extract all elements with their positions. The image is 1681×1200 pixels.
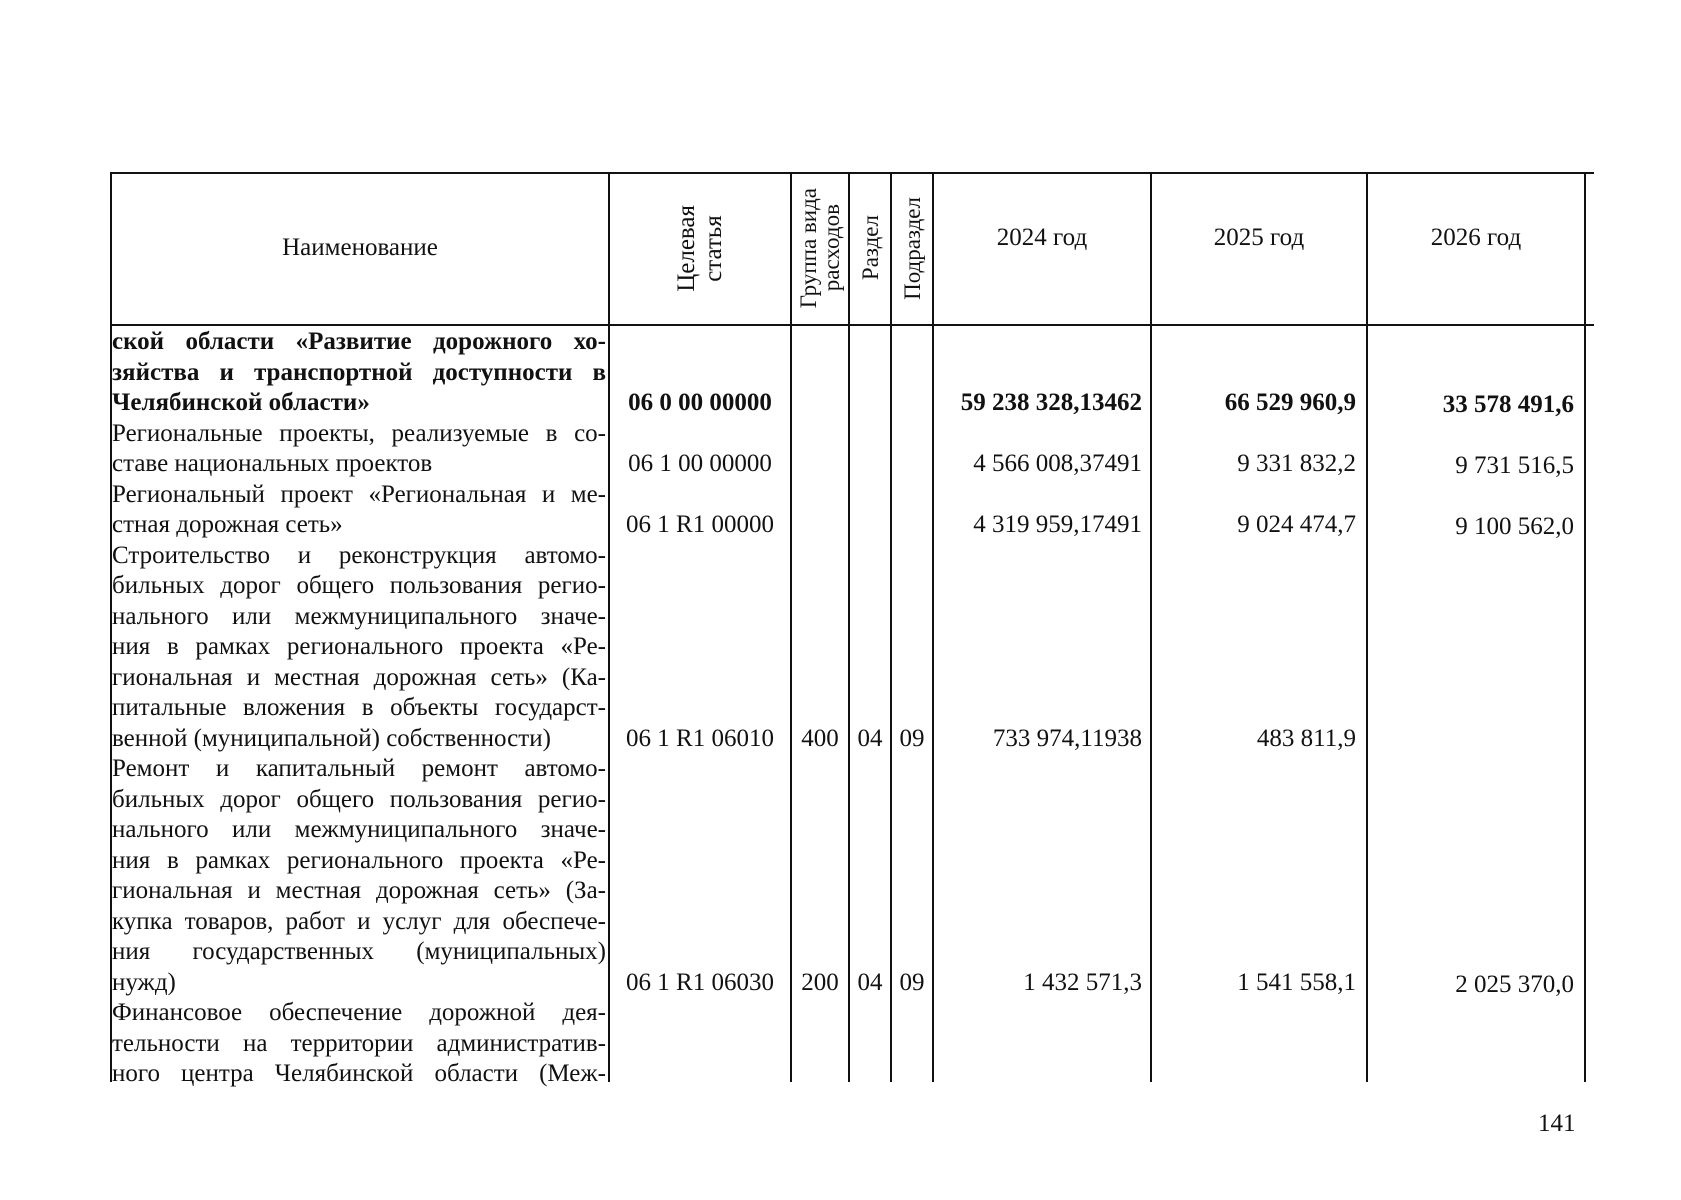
- header-section-label: Раздел: [857, 215, 883, 281]
- header-2024-label: 2024 год: [996, 224, 1088, 251]
- header-target-line2: статья: [700, 214, 727, 282]
- row-group: 200: [801, 968, 839, 996]
- header-section: [850, 172, 890, 324]
- name-line: зяйства и транспортной доступности в: [112, 358, 606, 386]
- header-2025-label: 2025 год: [1213, 224, 1305, 251]
- header-subsection-label: Подраздел: [899, 196, 925, 300]
- header-target-line1: Целевая: [673, 204, 700, 292]
- header-group: [792, 172, 848, 324]
- name-line: Челябинской области»: [112, 389, 370, 416]
- name-line: ния в рамках регионального проекта «Ре-: [112, 633, 606, 660]
- name-line: питальные вложения в объекты государст-: [112, 694, 606, 721]
- row-name: [112, 998, 606, 1090]
- name-line: бильных дорог общего пользования регио-: [112, 785, 606, 813]
- row-2025: 483 811,9: [1256, 724, 1356, 752]
- name-line: венной (муниципальной) собственности): [112, 724, 551, 752]
- row-name: [112, 327, 606, 419]
- row-2026: 33 578 491,6: [1442, 391, 1574, 418]
- name-line: Строительство и реконструкция автомо-: [112, 541, 606, 569]
- name-line: нального или межмуниципального значе-: [112, 816, 606, 843]
- header-name: [112, 172, 608, 324]
- page-number: 141: [1538, 1110, 1576, 1137]
- name-line: ния государственных (муниципальных): [112, 938, 606, 965]
- row-code: 06 1 00 00000: [628, 450, 772, 477]
- row-2024: 59 238 328,13462: [960, 389, 1142, 416]
- budget-table: [110, 172, 1594, 1087]
- row-code: 06 0 00 00000: [628, 389, 772, 416]
- name-line: Финансовое обеспечение дорожной дея-: [112, 999, 606, 1026]
- header-2026: [1368, 162, 1584, 314]
- header-group-line1: Группа вида: [796, 187, 821, 309]
- name-line: гиональная и местная дорожная сеть» (Ка-: [112, 663, 606, 691]
- header-name-label: Наименование: [282, 234, 438, 261]
- name-line: Ремонт и капитальный ремонт автомо-: [112, 755, 606, 782]
- row-2025: 9 331 832,2: [1237, 450, 1356, 477]
- row-2026: 9 731 516,5: [1455, 452, 1574, 479]
- header-bottom-border: [110, 324, 1594, 326]
- row-name: [112, 541, 606, 755]
- row-2025: 66 529 960,9: [1224, 389, 1356, 416]
- header-2024: [934, 162, 1150, 314]
- row-name: [112, 754, 606, 998]
- row-2024: 1 432 571,3: [1023, 968, 1142, 996]
- header-subsection: [892, 172, 932, 324]
- row-name: [112, 419, 606, 480]
- name-line: гиональная и местная дорожная сеть» (За-: [112, 877, 606, 904]
- name-line: тельности на территории административ-: [112, 1029, 606, 1057]
- name-line: ного центра Челябинской области (Меж-: [112, 1060, 606, 1087]
- header-target: [610, 172, 790, 324]
- row-section: 04: [857, 968, 883, 996]
- name-line: ской области «Развитие дорожного хо-: [112, 328, 606, 355]
- row-2024: 733 974,11938: [992, 724, 1142, 752]
- name-line: купка товаров, работ и услуг для обеспече-: [112, 907, 606, 935]
- row-name: [112, 480, 606, 541]
- name-line: ставе национальных проектов: [112, 450, 433, 477]
- col-border: [1584, 172, 1586, 1082]
- row-code: 06 1 R1 06010: [626, 724, 774, 752]
- row-section: 04: [857, 724, 883, 752]
- row-subsection: 09: [899, 968, 925, 996]
- row-2024: 4 319 959,17491: [973, 511, 1142, 538]
- row-group: 400: [801, 724, 839, 752]
- row-2024: 4 566 008,37491: [973, 450, 1142, 477]
- name-line: Региональный проект «Региональная и ме-: [112, 480, 606, 508]
- name-line: бильных дорог общего пользования регио-: [112, 572, 606, 599]
- row-2025: 1 541 558,1: [1237, 968, 1356, 996]
- header-2026-label: 2026 год: [1430, 224, 1522, 251]
- row-code: 06 1 R1 00000: [626, 511, 774, 538]
- name-line: Региональные проекты, реализуемые в со-: [112, 419, 606, 447]
- header-group-line2: расходов: [819, 204, 844, 292]
- header-2025: [1152, 162, 1366, 314]
- name-line: нального или межмуниципального значе-: [112, 602, 606, 630]
- row-2026: 9 100 562,0: [1455, 513, 1574, 540]
- name-line: ния в рамках регионального проекта «Ре-: [112, 846, 606, 874]
- row-subsection: 09: [899, 724, 925, 752]
- row-2026: 2 025 370,0: [1455, 970, 1574, 998]
- name-line: стная дорожная сеть»: [112, 511, 343, 538]
- row-code: 06 1 R1 06030: [626, 968, 774, 996]
- name-line: нужд): [112, 968, 176, 996]
- row-2025: 9 024 474,7: [1237, 511, 1356, 538]
